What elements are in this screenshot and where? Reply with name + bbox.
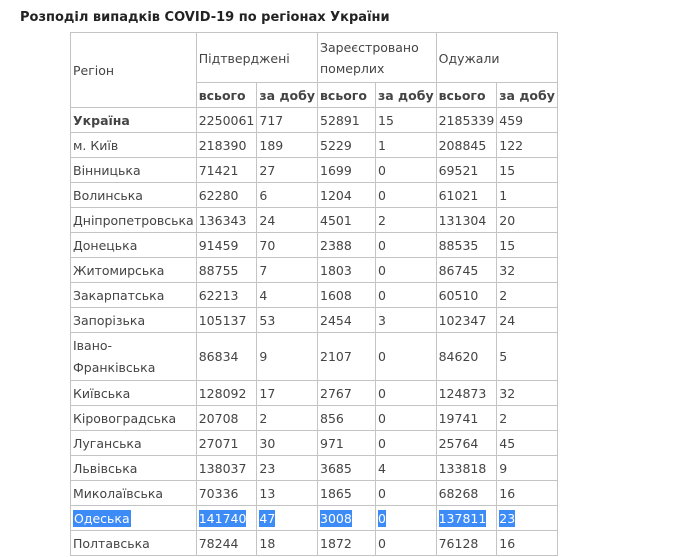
- cell-recovered-day: 16: [497, 531, 558, 556]
- cell-recovered-total: 84620: [436, 333, 497, 381]
- cell-deaths-day: 0: [376, 183, 437, 208]
- table-row: [71, 431, 558, 456]
- table-row: [71, 481, 558, 506]
- cell-confirmed-total: 27071: [196, 431, 257, 456]
- cell-deaths-day: 2: [376, 208, 437, 233]
- cell-region: Житомирська: [71, 258, 197, 283]
- cell-region: Львівська: [71, 456, 197, 481]
- table-row: [71, 333, 558, 381]
- cell-deaths-total: 1204: [318, 183, 376, 208]
- cell-confirmed-total: 218390: [196, 133, 257, 158]
- cell-deaths-day: [376, 506, 437, 531]
- subheader-recovered-day: за добу: [497, 83, 558, 108]
- cell-deaths-total: 52891: [318, 108, 376, 133]
- cell-region: Україна: [71, 108, 197, 133]
- cell-confirmed-total: 105137: [196, 308, 257, 333]
- cell-region: Донецька: [71, 233, 197, 258]
- cell-confirmed-day: 4: [257, 283, 318, 308]
- header-deaths: Зареєстровано померлих: [318, 33, 437, 83]
- cell-recovered-total: 131304: [436, 208, 497, 233]
- cell-deaths-total: 1803: [318, 258, 376, 283]
- cell-confirmed-total: 88755: [196, 258, 257, 283]
- selected-text[interactable]: 3008: [320, 510, 352, 526]
- cell-recovered-total: 19741: [436, 406, 497, 431]
- cell-recovered-total: 69521: [436, 158, 497, 183]
- header-confirmed: Підтверджені: [196, 33, 317, 83]
- cell-recovered-total: 61021: [436, 183, 497, 208]
- cell-deaths-total: 1872: [318, 531, 376, 556]
- table-row: [71, 283, 558, 308]
- cell-confirmed-total: 128092: [196, 381, 257, 406]
- cell-confirmed-day: 2: [257, 406, 318, 431]
- cell-confirmed-total: 138037: [196, 456, 257, 481]
- table-row: [71, 208, 558, 233]
- cell-region: Волинська: [71, 183, 197, 208]
- cell-deaths-total: 2767: [318, 381, 376, 406]
- cell-region: Запорізька: [71, 308, 197, 333]
- table-row: [71, 133, 558, 158]
- cell-confirmed-day: 13: [257, 481, 318, 506]
- cell-region: Київська: [71, 381, 197, 406]
- cell-confirmed-total: 136343: [196, 208, 257, 233]
- cell-deaths-total: 856: [318, 406, 376, 431]
- selected-text[interactable]: 47: [259, 510, 276, 526]
- cell-confirmed-day: 7: [257, 258, 318, 283]
- cell-deaths-total: [318, 506, 376, 531]
- cell-confirmed-day: 23: [257, 456, 318, 481]
- subheader-deaths-day: за добу: [376, 83, 437, 108]
- header-region: Регіон: [71, 33, 197, 108]
- cell-recovered-total: 2185339: [436, 108, 497, 133]
- cell-region: Луганська: [71, 431, 197, 456]
- cell-deaths-day: 0: [376, 406, 437, 431]
- cell-recovered-total: 133818: [436, 456, 497, 481]
- cell-confirmed-total: 20708: [196, 406, 257, 431]
- cell-recovered-day: 122: [497, 133, 558, 158]
- header-recovered: Одужали: [436, 33, 557, 83]
- cell-deaths-day: 4: [376, 456, 437, 481]
- table-row: [71, 108, 558, 133]
- cell-recovered-day: 5: [497, 333, 558, 381]
- table-row: [71, 406, 558, 431]
- cell-deaths-total: 2388: [318, 233, 376, 258]
- table-header-row: [71, 33, 558, 83]
- cell-recovered-total: 68268: [436, 481, 497, 506]
- cell-recovered-day: 24: [497, 308, 558, 333]
- cell-recovered-day: 16: [497, 481, 558, 506]
- cell-recovered-total: 88535: [436, 233, 497, 258]
- cell-deaths-day: 15: [376, 108, 437, 133]
- cell-confirmed-total: 78244: [196, 531, 257, 556]
- cell-deaths-day: 0: [376, 283, 437, 308]
- cell-deaths-day: 3: [376, 308, 437, 333]
- cell-deaths-day: 0: [376, 333, 437, 381]
- cell-deaths-day: 0: [376, 233, 437, 258]
- cell-recovered-day: 45: [497, 431, 558, 456]
- cell-confirmed-total: 86834: [196, 333, 257, 381]
- cell-deaths-day: 0: [376, 381, 437, 406]
- selected-text[interactable]: 0: [378, 510, 386, 526]
- cell-confirmed-day: 30: [257, 431, 318, 456]
- cell-deaths-day: 0: [376, 158, 437, 183]
- table-row-selected: [71, 506, 558, 531]
- cell-confirmed-day: 189: [257, 133, 318, 158]
- cell-deaths-total: 971: [318, 431, 376, 456]
- cell-confirmed-day: 70: [257, 233, 318, 258]
- cell-confirmed-total: 71421: [196, 158, 257, 183]
- cell-confirmed-day: 6: [257, 183, 318, 208]
- cell-confirmed-day: 53: [257, 308, 318, 333]
- cell-recovered-total: 60510: [436, 283, 497, 308]
- cell-recovered-day: 32: [497, 258, 558, 283]
- cell-recovered-total: 102347: [436, 308, 497, 333]
- cell-recovered-day: 15: [497, 158, 558, 183]
- cell-region: Закарпатська: [71, 283, 197, 308]
- cell-recovered-day: 2: [497, 406, 558, 431]
- cell-recovered-day: 15: [497, 233, 558, 258]
- table-row: [71, 531, 558, 556]
- covid-regions-table: [70, 32, 558, 556]
- cell-recovered-total: [436, 506, 497, 531]
- cell-recovered-total: 25764: [436, 431, 497, 456]
- cell-deaths-total: 1608: [318, 283, 376, 308]
- subheader-confirmed-day: за добу: [257, 83, 318, 108]
- cell-deaths-total: 4501: [318, 208, 376, 233]
- cell-region: Івано-Франківська: [71, 333, 197, 381]
- cell-region: м. Київ: [71, 133, 197, 158]
- cell-recovered-day: [497, 506, 558, 531]
- selected-text[interactable]: Одеська: [74, 510, 130, 526]
- table-row: [71, 158, 558, 183]
- cell-deaths-total: 2107: [318, 333, 376, 381]
- cell-region: [71, 506, 197, 531]
- table-row: [71, 258, 558, 283]
- cell-confirmed-day: [257, 506, 318, 531]
- cell-deaths-day: 0: [376, 258, 437, 283]
- cell-recovered-total: 208845: [436, 133, 497, 158]
- cell-confirmed-total: 91459: [196, 233, 257, 258]
- cell-region: Миколаївська: [71, 481, 197, 506]
- cell-region: Полтавська: [71, 531, 197, 556]
- cell-deaths-day: 0: [376, 481, 437, 506]
- cell-confirmed-total: 2250061: [196, 108, 257, 133]
- cell-deaths-total: 3685: [318, 456, 376, 481]
- selected-text[interactable]: 141740: [198, 510, 247, 526]
- cell-confirmed-day: 9: [257, 333, 318, 381]
- cell-confirmed-total: [196, 506, 257, 531]
- page-title: Розподіл випадків COVID-19 по регіонах України: [20, 10, 390, 25]
- cell-recovered-day: 9: [497, 456, 558, 481]
- subheader-deaths-total: всього: [318, 83, 376, 108]
- table-row: [71, 183, 558, 208]
- cell-deaths-day: 1: [376, 133, 437, 158]
- cell-recovered-day: 1: [497, 183, 558, 208]
- cell-deaths-total: 2454: [318, 308, 376, 333]
- cell-recovered-day: 32: [497, 381, 558, 406]
- cell-confirmed-day: 717: [257, 108, 318, 133]
- table-row: [71, 308, 558, 333]
- cell-deaths-day: 0: [376, 431, 437, 456]
- cell-recovered-day: 459: [497, 108, 558, 133]
- cell-recovered-total: 124873: [436, 381, 497, 406]
- subheader-confirmed-total: всього: [196, 83, 257, 108]
- cell-recovered-total: 86745: [436, 258, 497, 283]
- table-row: [71, 233, 558, 258]
- cell-confirmed-day: 18: [257, 531, 318, 556]
- cell-region: Дніпропетровська: [71, 208, 197, 233]
- cell-confirmed-total: 70336: [196, 481, 257, 506]
- cell-confirmed-day: 27: [257, 158, 318, 183]
- cell-deaths-total: 1699: [318, 158, 376, 183]
- cell-recovered-day: 20: [497, 208, 558, 233]
- cell-region: Вінницька: [71, 158, 197, 183]
- cell-deaths-day: 0: [376, 531, 437, 556]
- cell-confirmed-total: 62213: [196, 283, 257, 308]
- table-row: [71, 456, 558, 481]
- selected-text[interactable]: 23: [499, 510, 516, 526]
- subheader-recovered-total: всього: [436, 83, 497, 108]
- cell-deaths-total: 1865: [318, 481, 376, 506]
- cell-confirmed-day: 17: [257, 381, 318, 406]
- cell-recovered-total: 76128: [436, 531, 497, 556]
- table-row: [71, 381, 558, 406]
- cell-confirmed-total: 62280: [196, 183, 257, 208]
- selected-text[interactable]: 137811: [438, 510, 487, 526]
- cell-region: Кіровоградська: [71, 406, 197, 431]
- cell-confirmed-day: 24: [257, 208, 318, 233]
- cell-deaths-total: 5229: [318, 133, 376, 158]
- cell-recovered-day: 2: [497, 283, 558, 308]
